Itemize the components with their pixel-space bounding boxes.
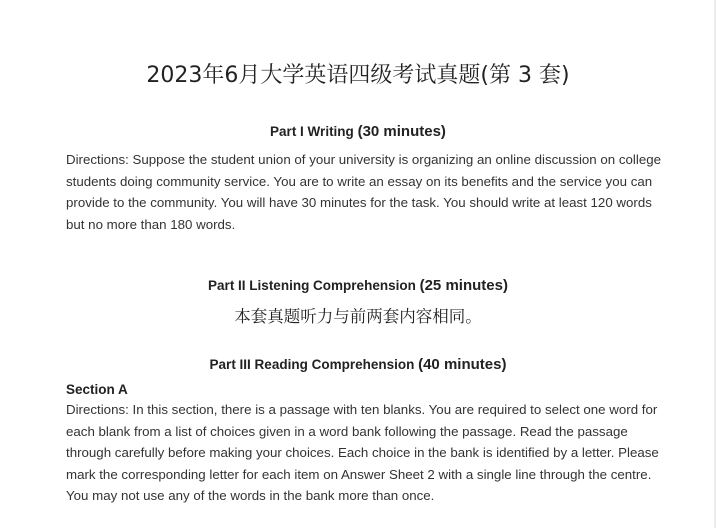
part1-heading [0, 123, 716, 140]
part1-minutes: (30 minutes) [357, 123, 446, 140]
part3-heading [0, 356, 716, 373]
part2-note: 本套真题听力与前两套内容相同。 [234, 307, 482, 326]
part3-directions: Directions: In this section, there is a passage with ten blanks. You are required to select one word for each blank from a list of choices given in a word bank following the passage. Read the passage through carefully before making your choices. Each choice in the bank is identified by a letter. Please mark the corresponding letter for each item on Answer Sheet 2 with a single line through the centre. You may not use any of the words in the bank more than once. [66, 402, 659, 503]
part1-directions: Directions: Suppose the student union of your university is organizing an online discussion on college students doing community service. You are to write an essay on its benefits and the service you can provide to the community. You will have 30 minutes for the task. You should write at least 120 words but no more than 180 words. [66, 152, 662, 232]
part3-heading-label: Part III Reading Comprehension [209, 357, 415, 372]
part2-heading [0, 277, 716, 294]
document-title: 2023年6月大学英语四级考试真题(第 3 套) [146, 63, 570, 88]
section-a-label: Section A [66, 382, 128, 397]
part1-heading-label: Part I Writing [270, 124, 354, 139]
part2-heading-label: Part II Listening Comprehension [208, 278, 416, 293]
part2-minutes: (25 minutes) [419, 277, 508, 294]
part3-minutes: (40 minutes) [418, 356, 507, 373]
